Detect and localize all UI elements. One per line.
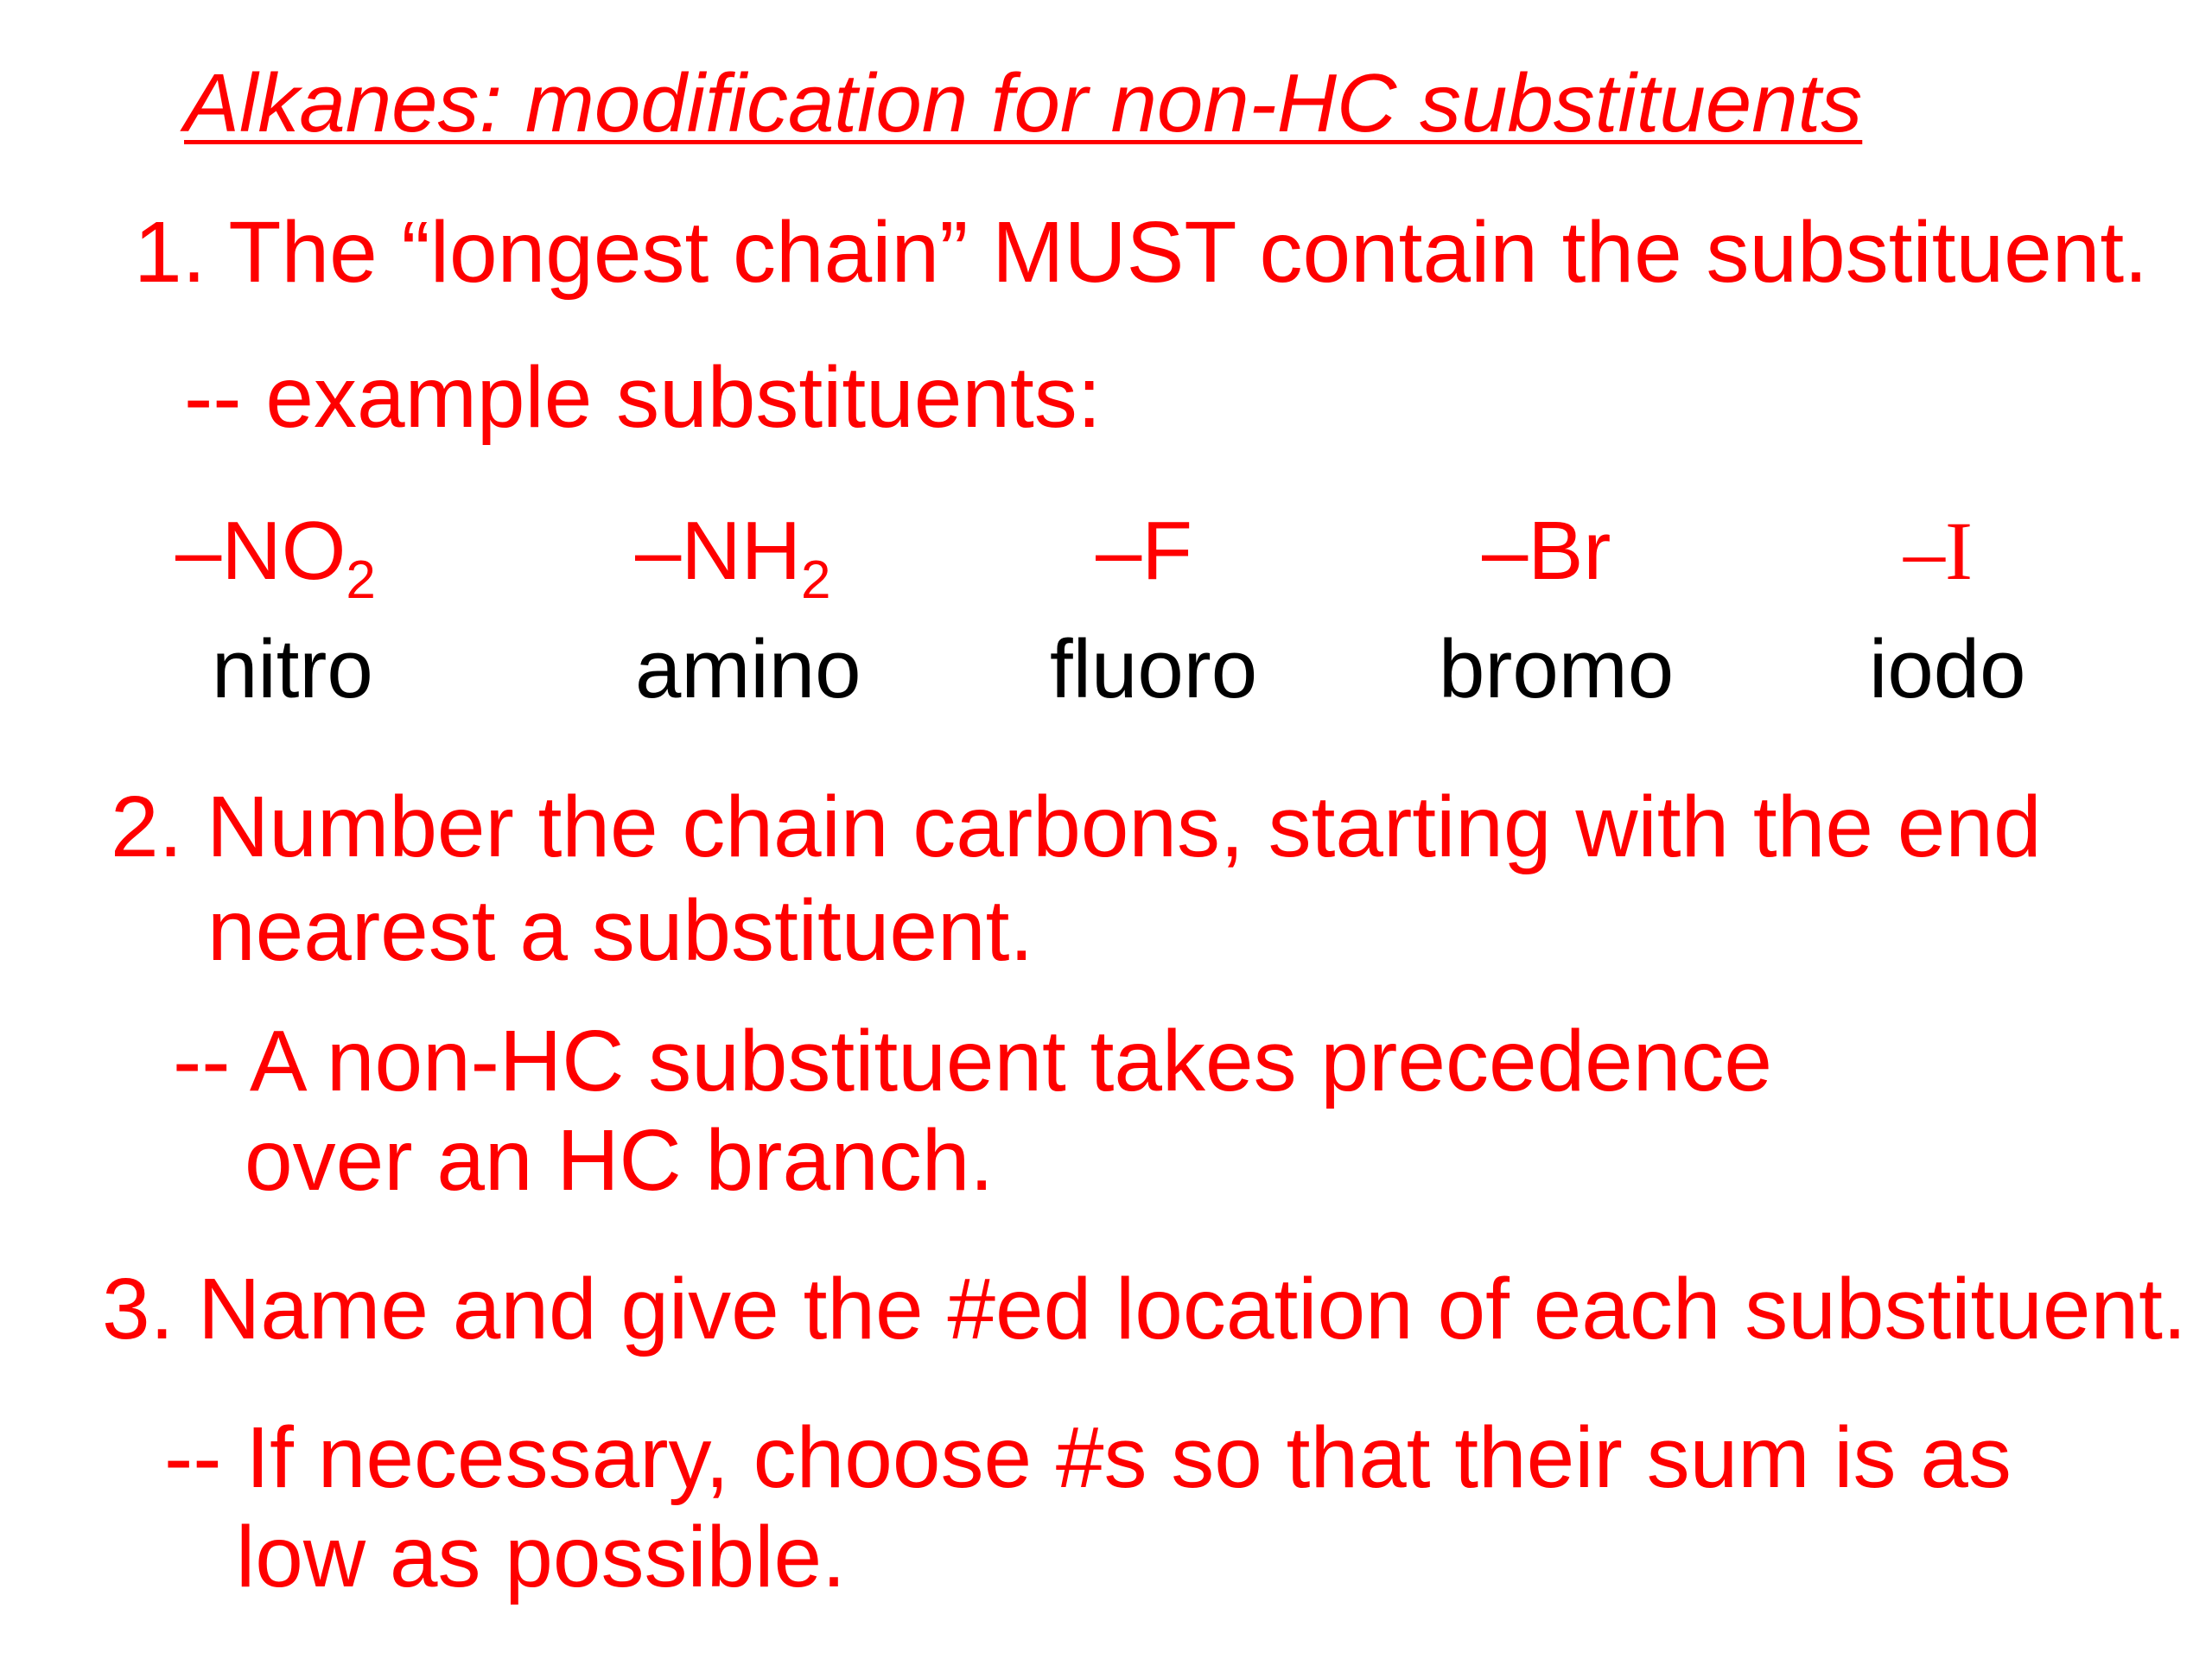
formula-amino [635,505,831,610]
rule-2-note-line-2: over an HC branch. [245,1112,995,1209]
formula-nitro-prefix: –NO [175,505,346,597]
name-fluoro: fluoro [1050,623,1258,715]
rule-1-text: 1. The “longest chain” MUST contain the substituent. [134,204,2148,301]
name-nitro: nitro [212,623,373,715]
rule-3-note-line-1: -- If necessary, choose #s so that their sum is as [164,1409,2012,1506]
formula-bromo-prefix: –Br [1482,505,1611,597]
formula-bromo [1482,505,1611,597]
rule-1-note: -- example substituents: [184,349,1102,446]
formula-iodo-prefix: –I [1904,505,1973,597]
page-title: Alkanes: modification for non-HC substituents [184,57,1863,149]
name-bromo: bromo [1439,623,1675,715]
formula-nitro-subscript: 2 [346,550,376,610]
formula-amino-prefix: –NH [635,505,802,597]
name-amino: amino [635,623,861,715]
formula-nitro [175,505,376,610]
rule-3-text: 3. Name and give the #ed location of each substituent. [102,1261,2187,1357]
name-iodo: iodo [1869,623,2026,715]
rule-2-note-line-1: -- A non-HC substituent takes precedence [173,1013,1773,1109]
formula-fluoro-prefix: –F [1096,505,1193,597]
rule-2-line-2: nearest a substituent. [207,882,1034,979]
formula-iodo [1904,505,1973,597]
rule-2-line-1: 2. Number the chain carbons, starting with the end [111,779,2042,875]
formula-amino-subscript: 2 [801,550,831,610]
formula-fluoro [1096,505,1193,597]
rule-3-note-line-2: low as possible. [236,1509,846,1605]
